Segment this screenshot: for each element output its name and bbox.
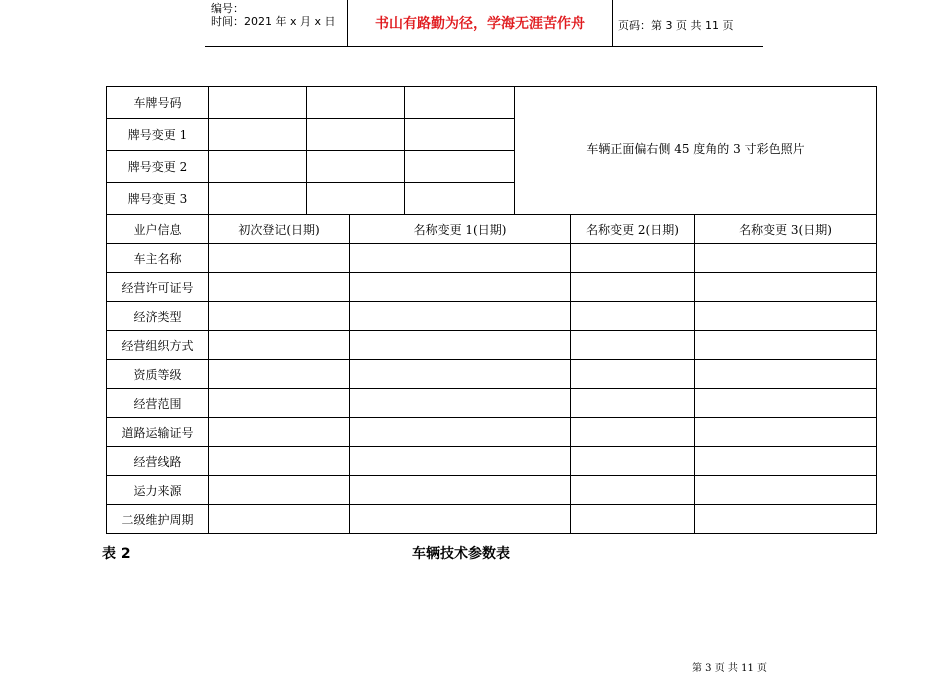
form-cell[interactable] <box>695 273 877 302</box>
owner-header-cell: 初次登记(日期) <box>209 215 350 244</box>
plate-cell[interactable] <box>405 119 515 151</box>
form-cell[interactable] <box>209 505 350 534</box>
form-cell[interactable] <box>209 331 350 360</box>
form-cell[interactable] <box>350 273 571 302</box>
document-number-label: 编号： <box>211 2 244 15</box>
plate-cell[interactable] <box>307 183 405 215</box>
form-cell[interactable] <box>209 418 350 447</box>
form-cell[interactable] <box>695 418 877 447</box>
plate-cell[interactable] <box>209 87 307 119</box>
form-cell[interactable] <box>350 505 571 534</box>
vehicle-registration-table <box>106 86 877 534</box>
table-title: 车辆技术参数表 <box>412 546 510 562</box>
plate-label: 车牌号码 <box>107 87 209 119</box>
owner-row-label: 经营范围 <box>107 389 209 418</box>
form-cell[interactable] <box>695 476 877 505</box>
form-cell[interactable] <box>350 447 571 476</box>
form-cell[interactable] <box>571 244 695 273</box>
header-motto: 书山有路勤为径，学海无涯苦作舟 <box>347 0 613 46</box>
form-cell[interactable] <box>209 244 350 273</box>
owner-row-label: 经营组织方式 <box>107 331 209 360</box>
plate-label: 牌号变更 2 <box>107 151 209 183</box>
form-cell[interactable] <box>571 447 695 476</box>
form-cell[interactable] <box>571 505 695 534</box>
form-cell[interactable] <box>695 389 877 418</box>
photo-placeholder: 车辆正面偏右侧 45 度角的 3 寸彩色照片 <box>515 87 877 215</box>
form-cell[interactable] <box>571 418 695 447</box>
form-cell[interactable] <box>209 389 350 418</box>
form-cell[interactable] <box>350 331 571 360</box>
table-number: 表 2 <box>102 546 131 562</box>
plate-cell[interactable] <box>307 87 405 119</box>
owner-row-label: 经济类型 <box>107 302 209 331</box>
form-cell[interactable] <box>209 302 350 331</box>
owner-row-label: 二级维护周期 <box>107 505 209 534</box>
form-cell[interactable] <box>695 360 877 389</box>
plate-cell[interactable] <box>209 183 307 215</box>
form-cell[interactable] <box>571 273 695 302</box>
owner-row-label: 资质等级 <box>107 360 209 389</box>
plate-label: 牌号变更 3 <box>107 183 209 215</box>
form-cell[interactable] <box>350 389 571 418</box>
form-cell[interactable] <box>695 331 877 360</box>
plate-label: 牌号变更 1 <box>107 119 209 151</box>
document-date: 时间：2021 年 x 月 x 日 <box>211 15 336 28</box>
owner-row-label: 经营许可证号 <box>107 273 209 302</box>
form-cell[interactable] <box>350 418 571 447</box>
plate-cell[interactable] <box>405 183 515 215</box>
plate-cell[interactable] <box>405 151 515 183</box>
form-cell[interactable] <box>571 331 695 360</box>
form-cell[interactable] <box>209 360 350 389</box>
owner-header-cell: 名称变更 2(日期) <box>571 215 695 244</box>
form-cell[interactable] <box>350 302 571 331</box>
owner-row-label: 车主名称 <box>107 244 209 273</box>
form-cell[interactable] <box>695 244 877 273</box>
form-cell[interactable] <box>209 273 350 302</box>
form-cell[interactable] <box>695 447 877 476</box>
form-cell[interactable] <box>350 244 571 273</box>
page-header <box>205 0 763 47</box>
plate-cell[interactable] <box>405 87 515 119</box>
form-cell[interactable] <box>571 389 695 418</box>
form-cell[interactable] <box>695 505 877 534</box>
plate-cell[interactable] <box>209 119 307 151</box>
form-cell[interactable] <box>209 476 350 505</box>
form-cell[interactable] <box>350 360 571 389</box>
form-cell[interactable] <box>695 302 877 331</box>
form-cell[interactable] <box>209 447 350 476</box>
form-cell[interactable] <box>350 476 571 505</box>
owner-row-label: 运力来源 <box>107 476 209 505</box>
owner-header-cell: 名称变更 3(日期) <box>695 215 877 244</box>
form-cell[interactable] <box>571 302 695 331</box>
header-meta <box>211 2 336 28</box>
page-footer: 第 3 页 共 11 页 <box>692 663 767 674</box>
plate-cell[interactable] <box>307 119 405 151</box>
plate-cell[interactable] <box>307 151 405 183</box>
form-cell[interactable] <box>571 360 695 389</box>
form-cell[interactable] <box>571 476 695 505</box>
owner-row-label: 经营线路 <box>107 447 209 476</box>
owner-header-cell: 业户信息 <box>107 215 209 244</box>
header-page-info: 页码：第 3 页 共 11 页 <box>618 19 734 32</box>
plate-cell[interactable] <box>209 151 307 183</box>
owner-row-label: 道路运输证号 <box>107 418 209 447</box>
owner-header-cell: 名称变更 1(日期) <box>350 215 571 244</box>
